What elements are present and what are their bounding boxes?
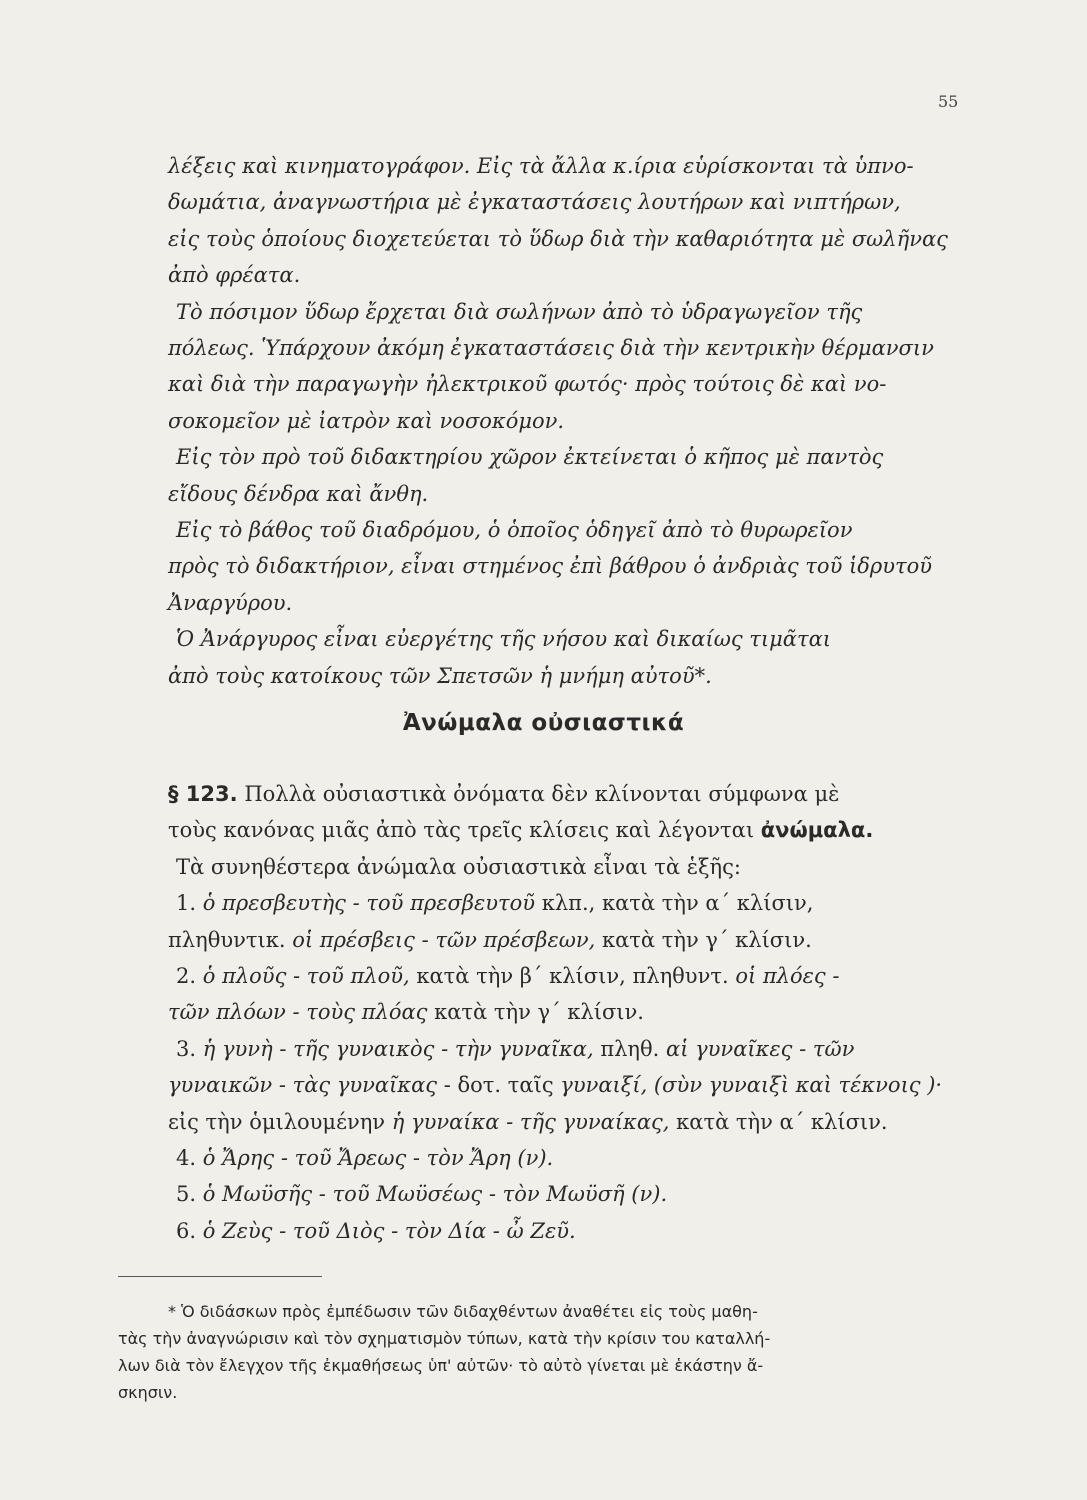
text-line xyxy=(168,776,948,812)
text-line: δωμάτια, ἀναγνωστήρια μὲ ἐγκαταστάσεις λουτήρων καὶ νιπτήρων, xyxy=(168,190,901,215)
list-item xyxy=(168,885,948,921)
item-number: 6. xyxy=(176,1218,197,1243)
text-line: πρὸς τὸ διδακτήριον, εἶναι στημένος ἐπὶ βάθρου ὁ ἀνδριὰς τοῦ ἱδρυτοῦ xyxy=(168,554,933,579)
page-number: 55 xyxy=(938,92,959,111)
text-span: τῶν πλόων - τοὺς πλόας xyxy=(168,1000,428,1025)
footnote-line: τὰς τὴν ἀναγνώρισιν καὶ τὸν σχηματισμὸν τύπων, κατὰ τὴν κρίσιν του καταλλή- xyxy=(118,1329,771,1348)
text-line xyxy=(168,1067,948,1103)
footnote xyxy=(118,1298,954,1406)
text-line: Εἰς τὸν πρὸ τοῦ διδακτηρίου χῶρον ἐκτείνεται ὁ κῆπος μὲ παντὸς xyxy=(176,445,884,470)
footnote-line: * Ὁ διδάσκων πρὸς ἐμπέδωσιν τῶν διδαχθέντων ἀναθέτει εἰς τοὺς μαθη- xyxy=(168,1302,758,1321)
body-text-italic xyxy=(168,148,948,694)
text-line: Εἰς τὸ βάθος τοῦ διαδρόμου, ὁ ὁποῖος ὁδηγεῖ ἀπὸ τὸ θυρωρεῖον xyxy=(176,518,853,543)
text-span: εἰς τὴν ὁμιλουμένην xyxy=(168,1109,386,1134)
item-number: 4. xyxy=(176,1146,197,1171)
text-line: Ὁ Ἀνάργυρος εἶναι εὐεργέτης τῆς νήσου καὶ δικαίως τιμᾶται xyxy=(176,627,831,652)
bold-term: ἀνώμαλα. xyxy=(760,818,874,843)
section-123 xyxy=(168,776,948,1249)
section-heading: Ἀνώμαλα οὐσιαστικά xyxy=(402,710,685,736)
text-line: ἀπὸ τοὺς κατοίκους τῶν Σπετσῶν ἡ μνήμη αὐτοῦ*. xyxy=(168,663,712,688)
text-line xyxy=(168,1104,948,1140)
text-span: πληθ. xyxy=(600,1036,660,1061)
footnote-line: σκησιν. xyxy=(118,1383,178,1402)
text-span: ὁ Μωϋσῆς - τοῦ Μωϋσέως - τὸν Μωϋσῆ (ν). xyxy=(202,1182,668,1207)
text-span: ἡ γυνὴ - τῆς γυναικὸς - τὴν γυναῖκα, xyxy=(202,1036,594,1061)
text-span: - δοτ. xyxy=(443,1073,502,1098)
text-line: Ἀναργύρου. xyxy=(168,590,293,615)
list-item xyxy=(168,958,948,994)
text-line: ἀπὸ φρέατα. xyxy=(168,263,301,288)
text-line xyxy=(168,922,948,958)
text-span: αἱ γυναῖκες - τῶν xyxy=(666,1036,855,1061)
text-line: σοκομεῖον μὲ ἰατρὸν καὶ νοσοκόμον. xyxy=(168,408,565,433)
text-span: ὁ Ζεὺς - τοῦ Διὸς - τὸν Δία - ὦ Ζεῦ. xyxy=(202,1218,576,1243)
list-item xyxy=(168,1031,948,1067)
list-item xyxy=(168,1140,948,1176)
list-item xyxy=(168,1213,948,1249)
text-span: κατὰ τὴν γ΄ κλίσιν. xyxy=(434,1000,644,1025)
text-span: κατὰ τὴν γ΄ κλίσιν. xyxy=(601,927,812,952)
text-line: καὶ διὰ τὴν παραγωγὴν ἠλεκτρικοῦ φωτός· πρὸς τούτοις δὲ καὶ νο- xyxy=(168,372,887,397)
text-line: λέξεις καὶ κινηματογράφον. Εἰς τὰ ἄλλα κ.ίρια εὑρίσκονται τὰ ὑπνο- xyxy=(168,154,914,178)
text-line: εἴδους δένδρα καὶ ἄνθη. xyxy=(168,481,429,506)
text-line xyxy=(168,994,948,1030)
text-line: εἰς τοὺς ὁποίους διοχετεύεται τὸ ὕδωρ διὰ τὴν καθαριότητα μὲ σωλῆνας xyxy=(168,226,948,251)
text-span: ἡ γυναίκα - τῆς γυναίκας, xyxy=(391,1109,670,1134)
footnote-divider xyxy=(118,1276,322,1277)
text-line xyxy=(168,812,948,848)
text-span: οἱ πρέσβεις - τῶν πρέσβεων, xyxy=(292,927,596,952)
list-item xyxy=(168,1176,948,1212)
text-span: τοὺς κανόνας μιᾶς ἀπὸ τὰς τρεῖς κλίσεις καὶ λέγονται xyxy=(168,818,755,843)
text-span: ταῖς xyxy=(507,1073,554,1098)
footnote-line: λων διὰ τὸν ἔλεγχον τῆς ἐκμαθήσεως ὑπ' αὐτῶν· τὸ αὐτὸ γίνεται μὲ ἑκάστην ἄ- xyxy=(118,1356,764,1375)
text-span: πληθυντικ. xyxy=(168,927,286,952)
text-span: ὁ πλοῦς - τοῦ πλοῦ, xyxy=(202,964,410,989)
text-line: Τὸ πόσιμον ὕδωρ ἔρχεται διὰ σωλήνων ἀπὸ τὸ ὑδραγωγεῖον τῆς xyxy=(176,299,863,324)
text-span: κατὰ τὴν α΄ κλίσιν. xyxy=(676,1109,888,1134)
text-span: γυναικῶν - τὰς γυναῖκας xyxy=(168,1073,438,1098)
section-number: § 123. xyxy=(168,782,238,806)
item-number: 5. xyxy=(176,1182,197,1207)
item-number: 2. xyxy=(176,964,197,989)
text-line: Τὰ συνηθέστερα ἀνώμαλα οὐσιαστικὰ εἶναι τὰ ἑξῆς: xyxy=(176,854,741,879)
text-span: Πολλὰ οὐσιαστικὰ ὀνόματα δὲν κλίνονται σύμφωνα μὲ xyxy=(244,782,840,806)
item-number: 3. xyxy=(176,1036,197,1061)
text-span: οἱ πλόες - xyxy=(735,964,840,989)
text-span: κατὰ τὴν β΄ κλίσιν, πληθυντ. xyxy=(416,964,729,989)
text-line: πόλεως. Ὑπάρχουν ἀκόμη ἐγκαταστάσεις διὰ τὴν κεντρικὴν θέρμανσιν xyxy=(168,336,934,361)
text-span: ὁ Ἄρης - τοῦ Ἄρεως - τὸν Ἄρη (ν). xyxy=(202,1146,554,1171)
text-span: γυναιξί, (σὺν γυναιξὶ καὶ τέκνοις )· xyxy=(560,1073,943,1098)
text-span: ὁ πρεσβευτὴς - τοῦ πρεσβευτοῦ xyxy=(202,891,536,916)
item-number: 1. xyxy=(176,891,197,916)
text-span: κλπ., κατὰ τὴν α΄ κλίσιν, xyxy=(541,891,814,916)
